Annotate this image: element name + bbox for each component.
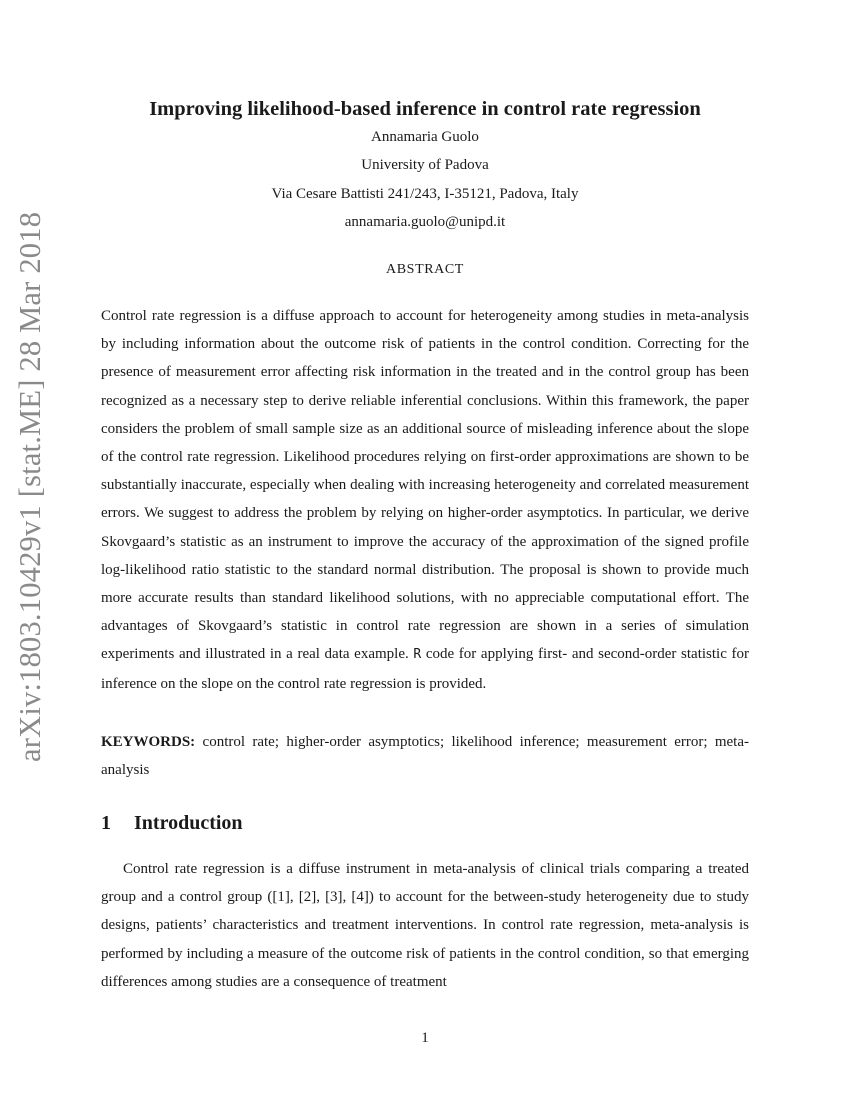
author-address: Via Cesare Battisti 241/243, I-35121, Padova, Italy xyxy=(271,186,579,202)
section-number: 1 xyxy=(101,812,111,834)
section-title: Introduction xyxy=(134,812,243,834)
abstract-body xyxy=(101,302,749,698)
keywords-label: KEYWORDS: xyxy=(101,734,196,750)
author-affiliation: University of Padova xyxy=(361,157,489,173)
abstract-heading: ABSTRACT xyxy=(386,262,464,277)
arxiv-sidebar-stamp xyxy=(13,211,63,762)
inline-code: R xyxy=(413,647,422,663)
page-number: 1 xyxy=(421,1030,429,1046)
author-email: annamaria.guolo@unipd.it xyxy=(344,214,506,230)
paper-title: Improving likelihood-based inference in control rate regression xyxy=(149,98,701,120)
author-name: Annamaria Guolo xyxy=(371,129,479,145)
abstract-text-end: code for applying first- and second-order statistic for inference on the slope on the control rate regression is provided. xyxy=(101,646,750,692)
keywords xyxy=(101,728,749,784)
keywords-text: control rate; higher-order asymptotics; likelihood inference; measurement error; meta-analysis xyxy=(101,734,749,779)
arxiv-id-text: arXiv:1803.10429v1 [stat.ME] 28 Mar 2018 xyxy=(13,211,47,762)
introduction-paragraph: Control rate regression is a diffuse instrument in meta-analysis of clinical trials comparing a treated group and a control group ([1], [2], [3], [4]) to account for the between-study heterogeneity due to study designs, patients’ characteristics and treatment interventions. In control rate regression, meta-analysis is performed by including a measure of the outcome risk of patients in the control condition, so that emerging differences among studies are a consequence of treatment xyxy=(101,861,749,990)
section-heading xyxy=(101,812,243,835)
abstract-text: Control rate regression is a diffuse approach to account for heterogeneity among studies in meta-analysis by including information about the outcome risk of patients in the control condition. Correcting for the presence of measurement error affecting risk information in the treated and in the control group has been recognized as a necessary step to derive reliable inferential conclusions. Within this framework, the paper considers the problem of small sample size as an additional source of misleading inference about the slope of the control rate regression. Likelihood procedures relying on first-order approximations are shown to be substantially inaccurate, especially when dealing with increasing heterogeneity and correlated measurement errors. We suggest to address the problem by relying on higher-order asymptotics. In particular, we derive Skovgaard’s statistic as an instrument to improve the accuracy of the approximation of the signed profile log-likelihood ratio statistic to the standard normal distribution. The proposal is shown to provide much more accurate results than standard likelihood solutions, with no appreciable computational effort. The advantages of Skovgaard’s statistic in control rate regression are shown in a series of simulation experiments and illustrated in a real data example. xyxy=(101,308,749,663)
